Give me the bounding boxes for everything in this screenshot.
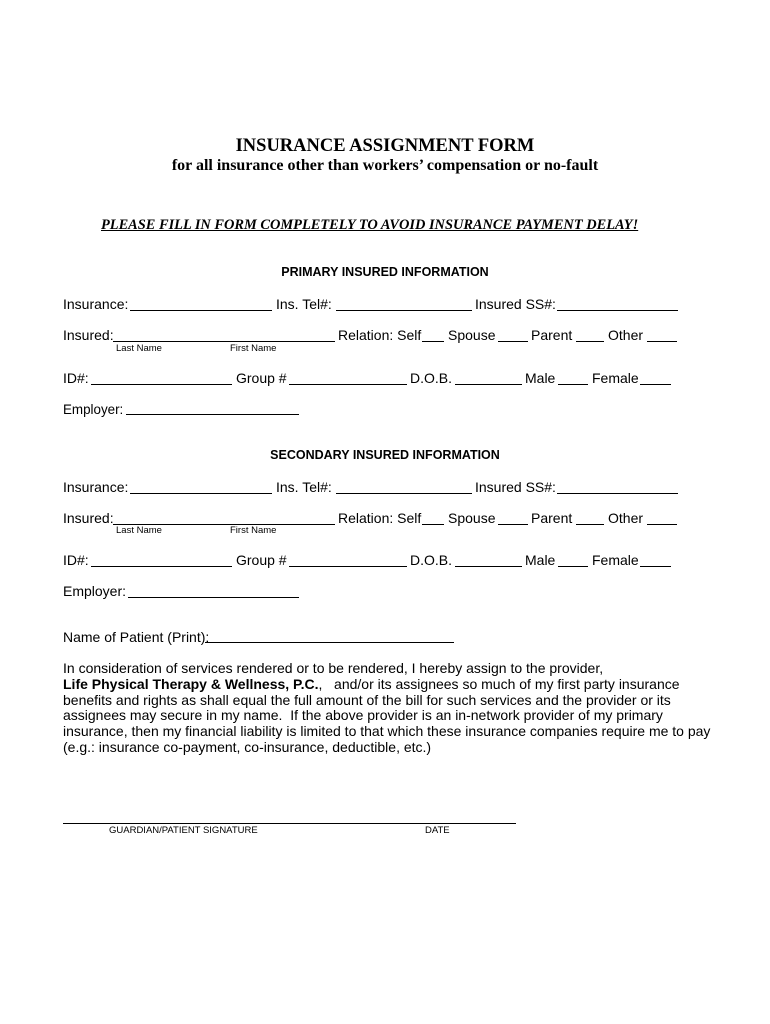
secondary-dob-label: D.O.B. <box>410 552 453 568</box>
primary-relation-parent-field[interactable] <box>576 341 604 342</box>
secondary-spouse-label: Spouse <box>448 510 496 526</box>
secondary-insured-ss-field[interactable] <box>557 493 678 494</box>
secondary-id-field[interactable] <box>91 566 232 567</box>
secondary-id-label: ID#: <box>63 552 89 568</box>
primary-relation-other-field[interactable] <box>647 341 677 342</box>
secondary-relation-other-field[interactable] <box>647 524 677 525</box>
primary-dob-field[interactable] <box>455 384 522 385</box>
primary-insured-name-field[interactable] <box>113 341 335 342</box>
primary-relation-label: Relation: Self <box>338 327 422 343</box>
primary-group-label: Group # <box>236 370 287 386</box>
secondary-insured-ss-label: Insured SS#: <box>475 479 556 495</box>
secondary-male-field[interactable] <box>558 566 588 567</box>
secondary-relation-label: Relation: Self <box>338 510 422 526</box>
primary-parent-label: Parent <box>531 327 573 343</box>
primary-other-label: Other <box>608 327 644 343</box>
assignment-line-6: (e.g.: insurance co-payment, co-insurance, deductible, etc.) <box>63 739 432 755</box>
patient-name-label: Name of Patient (Print): <box>63 629 210 645</box>
primary-ins-tel-field[interactable] <box>336 310 472 311</box>
provider-name: Life Physical Therapy & Wellness, P.C. <box>63 676 319 692</box>
primary-female-label: Female <box>592 370 639 386</box>
primary-insurance-label: Insurance: <box>63 296 129 312</box>
primary-last-name-hint: Last Name <box>116 343 162 354</box>
secondary-parent-label: Parent <box>531 510 573 526</box>
primary-insurance-field[interactable] <box>130 310 272 311</box>
primary-group-field[interactable] <box>289 384 407 385</box>
primary-spouse-label: Spouse <box>448 327 496 343</box>
primary-id-label: ID#: <box>63 370 89 386</box>
notice-text: PLEASE FILL IN FORM COMPLETELY TO AVOID INSURANCE PAYMENT DELAY! <box>101 217 639 233</box>
secondary-first-name-hint: First Name <box>230 525 277 536</box>
assignment-line-1: In consideration of services rendered or to be rendered, I hereby assign to the provider, <box>63 660 604 676</box>
secondary-heading: SECONDARY INSURED INFORMATION <box>270 448 500 462</box>
secondary-group-label: Group # <box>236 552 287 568</box>
secondary-last-name-hint: Last Name <box>116 525 162 536</box>
date-label: DATE <box>425 825 450 836</box>
secondary-insurance-label: Insurance: <box>63 479 129 495</box>
form-title: INSURANCE ASSIGNMENT FORM <box>235 136 535 156</box>
secondary-female-field[interactable] <box>640 566 671 567</box>
primary-relation-self-field[interactable] <box>422 341 444 342</box>
secondary-relation-spouse-field[interactable] <box>498 524 528 525</box>
primary-insured-ss-label: Insured SS#: <box>475 296 556 312</box>
signature-line[interactable] <box>63 823 516 824</box>
primary-employer-label: Employer: <box>63 402 124 417</box>
primary-first-name-hint: First Name <box>230 343 277 354</box>
primary-dob-label: D.O.B. <box>410 370 453 386</box>
signature-label: GUARDIAN/PATIENT SIGNATURE <box>109 825 258 836</box>
secondary-group-field[interactable] <box>289 566 407 567</box>
secondary-insured-label: Insured: <box>63 510 114 526</box>
primary-heading: PRIMARY INSURED INFORMATION <box>281 265 489 279</box>
secondary-relation-parent-field[interactable] <box>576 524 604 525</box>
secondary-dob-field[interactable] <box>455 566 522 567</box>
assignment-line-4: assignees may secure in my name. If the above provider is an in-network provider of my primary <box>63 707 663 723</box>
assignment-line-5: insurance, then my financial liability is limited to that which these insurance companies require me to pay <box>63 723 711 739</box>
patient-name-field[interactable] <box>205 642 454 643</box>
secondary-employer-field[interactable] <box>128 597 299 598</box>
primary-relation-spouse-field[interactable] <box>498 341 528 342</box>
primary-female-field[interactable] <box>640 384 671 385</box>
primary-employer-field[interactable] <box>126 414 299 415</box>
primary-insured-label: Insured: <box>63 327 114 343</box>
secondary-ins-tel-label: Ins. Tel#: <box>276 479 332 495</box>
secondary-insurance-field[interactable] <box>130 493 272 494</box>
primary-ins-tel-label: Ins. Tel#: <box>276 296 332 312</box>
assignment-line-2 <box>63 676 680 692</box>
primary-male-label: Male <box>525 370 556 386</box>
primary-insured-ss-field[interactable] <box>557 310 678 311</box>
assignment-line-3: benefits and rights as shall equal the full amount of the bill for such services and the provider or its <box>63 692 671 708</box>
assignment-line-2-rest: , and/or its assignees so much of my first party insurance <box>318 676 680 692</box>
primary-id-field[interactable] <box>91 384 232 385</box>
secondary-female-label: Female <box>592 552 639 568</box>
secondary-employer-label: Employer: <box>63 583 127 599</box>
secondary-male-label: Male <box>525 552 556 568</box>
secondary-other-label: Other <box>608 510 644 526</box>
primary-male-field[interactable] <box>558 384 588 385</box>
form-subtitle: for all insurance other than workers’ compensation or no-fault <box>171 157 599 174</box>
secondary-ins-tel-field[interactable] <box>336 493 472 494</box>
secondary-relation-self-field[interactable] <box>422 524 444 525</box>
